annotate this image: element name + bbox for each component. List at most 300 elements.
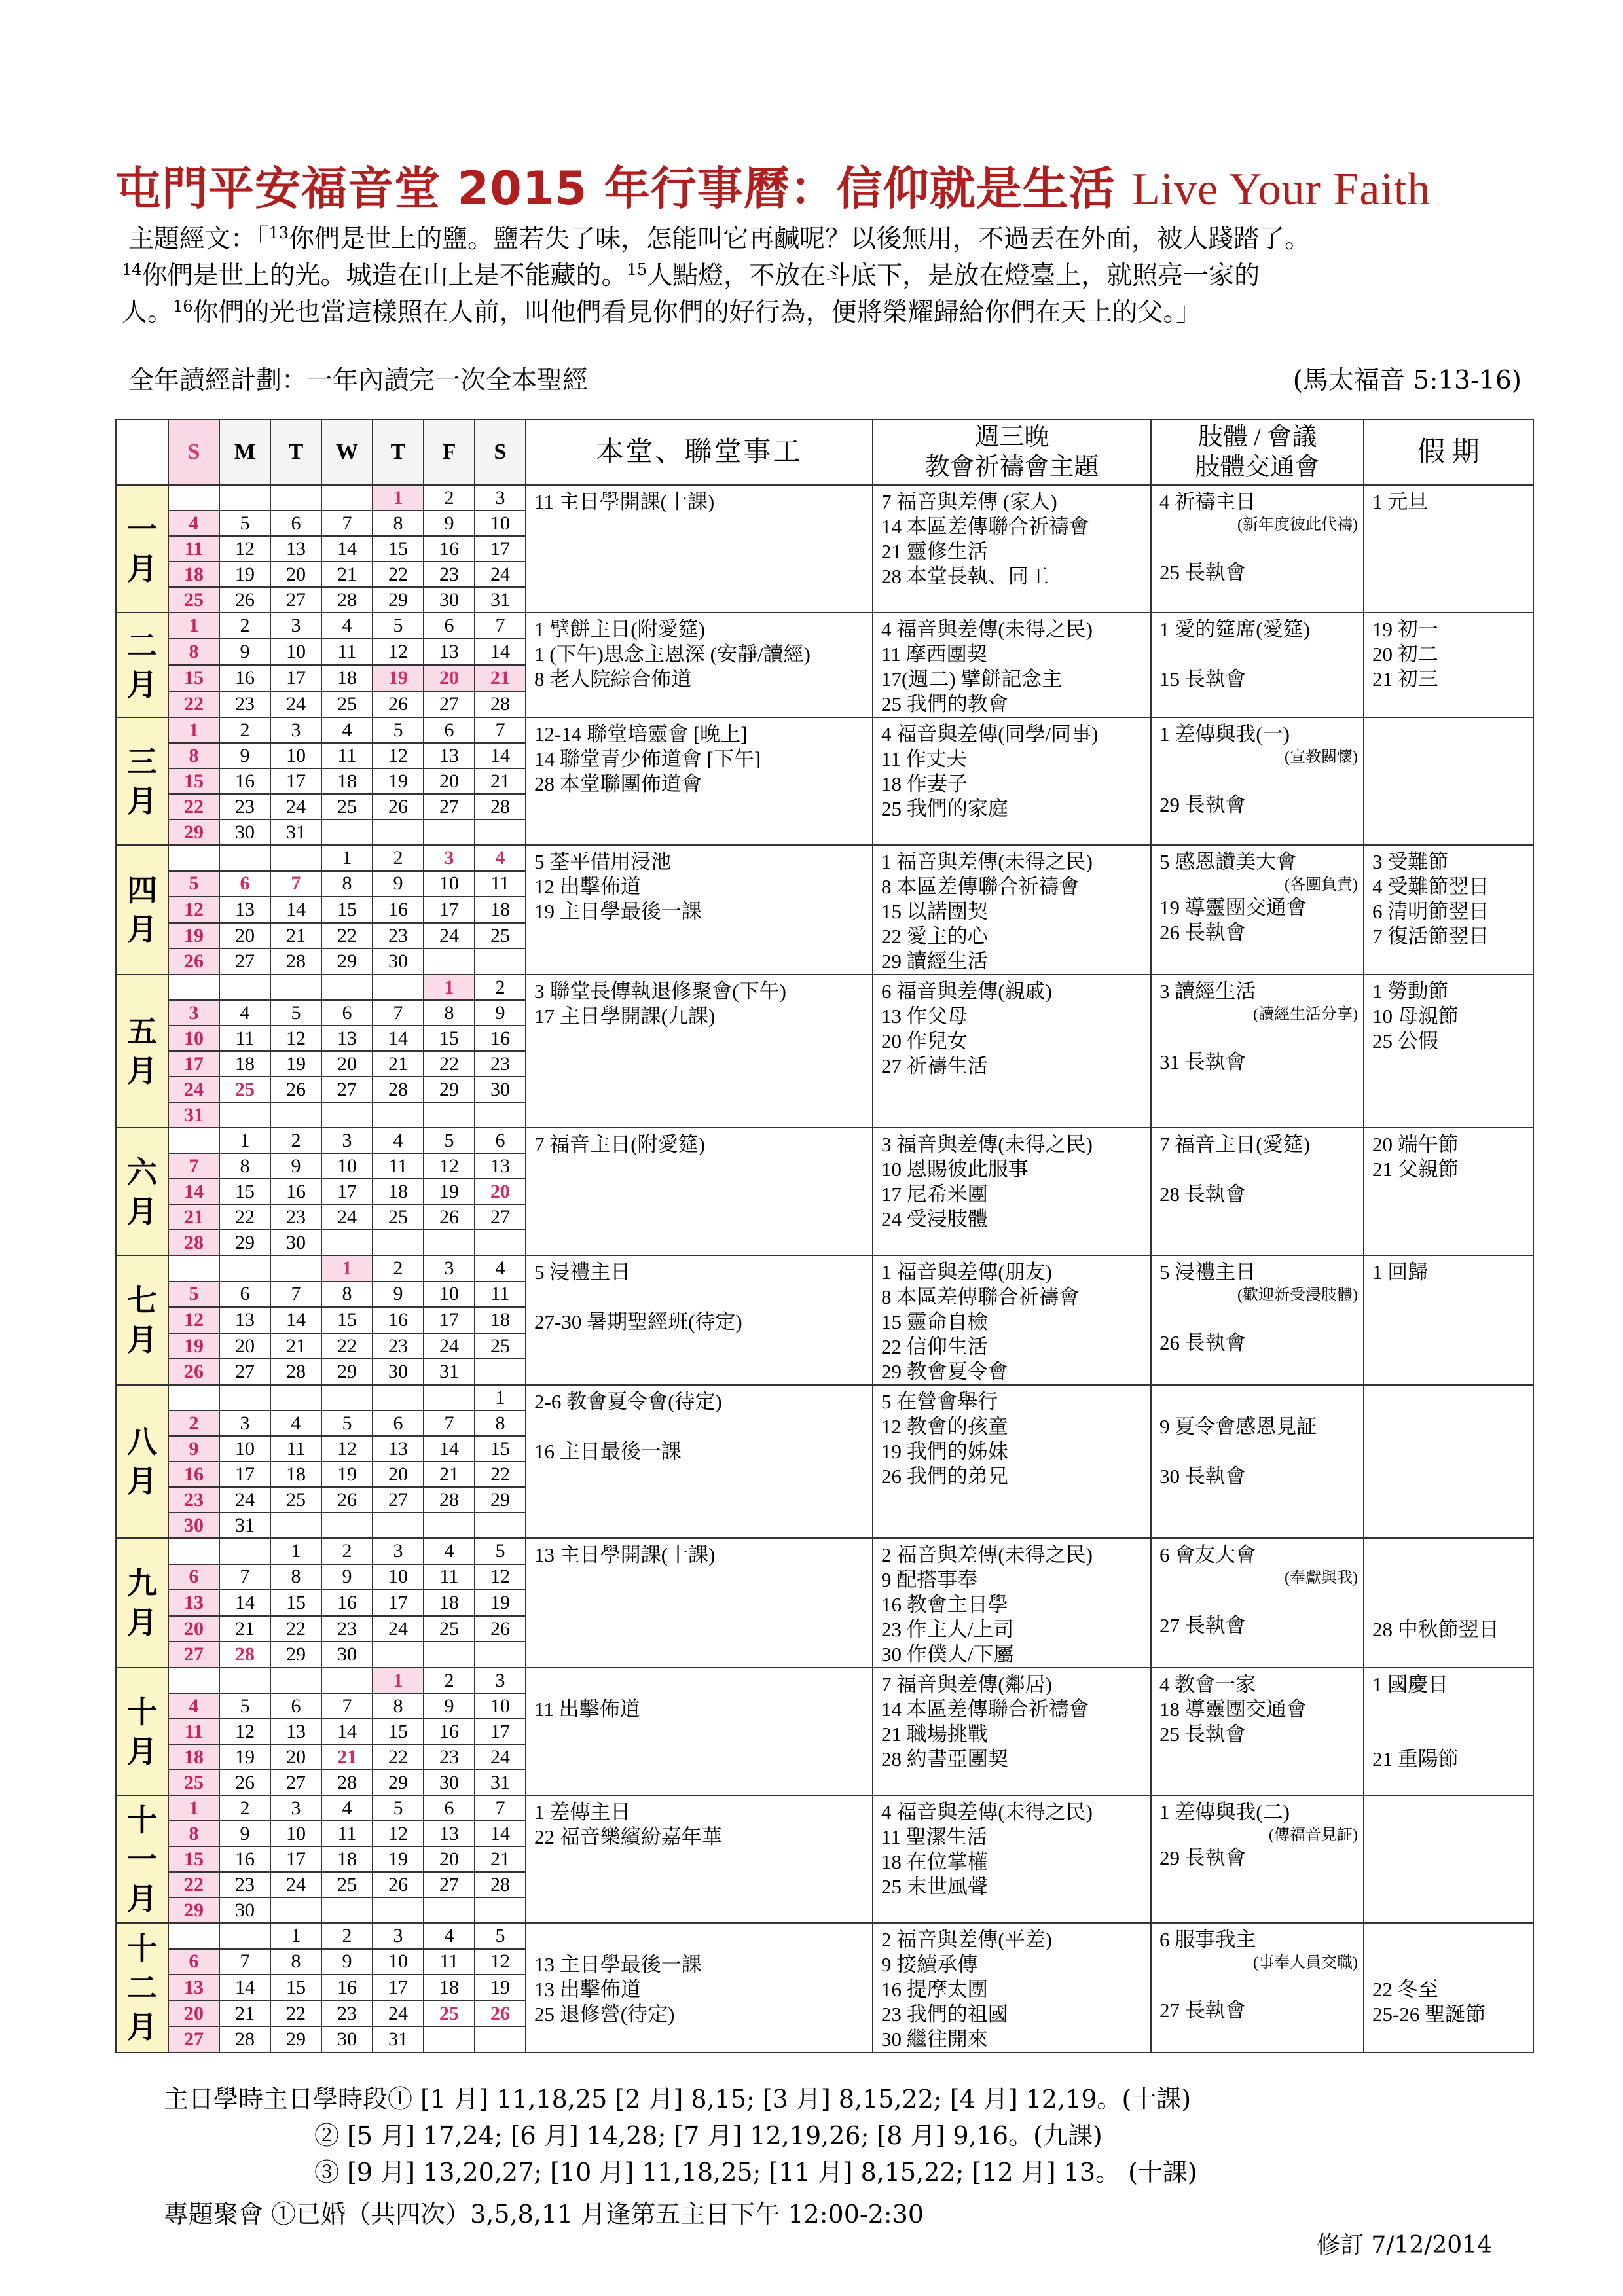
day-cell: 18: [373, 1179, 424, 1204]
body-item: (新年度彼此代禱): [1237, 516, 1358, 533]
day-cell: 26: [168, 1359, 219, 1385]
day-cell: 12: [373, 1821, 424, 1846]
church-item: 11 出擊佈道: [534, 1698, 640, 1721]
holiday-item: 20 初二: [1372, 643, 1438, 666]
body-item: 4 祈禱主日: [1159, 490, 1256, 513]
day-cell: 18: [270, 1462, 321, 1487]
day-cell: 26: [373, 1872, 424, 1897]
day-cell: 16: [424, 536, 475, 562]
day-cell: 27: [321, 1077, 373, 1102]
day-cell: 26: [373, 794, 424, 819]
day-cell: 12: [168, 1307, 219, 1333]
day-cell: 25: [373, 1204, 424, 1230]
body-item: 1 愛的筵席(愛筵): [1159, 618, 1310, 641]
day-cell: [475, 1641, 526, 1668]
day-cell: 29: [219, 1230, 270, 1255]
day-cell: 24: [475, 1744, 526, 1770]
prayer-cell: [873, 485, 1151, 613]
day-cell: [168, 1385, 219, 1410]
day-header-tue: T: [270, 420, 321, 485]
church-item: 28 本堂聯團佈道會: [534, 772, 702, 795]
holiday-cell: [1364, 1923, 1533, 2053]
day-cell: 30: [373, 1359, 424, 1385]
sunday-school-line-2: ② [5 月] 17,24; [6 月] 14,28; [7 月] 12,19,26; [8 月] 9,16。(九課): [314, 2121, 1103, 2150]
day-cell: 17: [270, 1846, 321, 1872]
body-cell: [1151, 1923, 1364, 2053]
church-cell: [526, 1385, 873, 1538]
day-cell: 15: [168, 1846, 219, 1872]
day-cell: [270, 1385, 321, 1410]
prayer-cell: [873, 1795, 1151, 1923]
day-cell: 9: [219, 639, 270, 665]
day-cell: 18: [475, 897, 526, 923]
prayer-item: 18 作妻子: [881, 772, 968, 795]
day-cell: [424, 1897, 475, 1923]
day-cell: 3: [424, 845, 475, 871]
prayer-item: 22 信仰生活: [881, 1335, 988, 1358]
body-item: 5 浸禮主日: [1159, 1261, 1256, 1283]
day-cell: 5: [424, 1128, 475, 1153]
day-cell: 17: [475, 536, 526, 562]
week-row: [116, 1923, 1533, 1949]
day-cell: 8: [219, 1153, 270, 1179]
revision-date: 修訂 7/12/2014: [1316, 2232, 1492, 2259]
day-cell: 2: [424, 485, 475, 511]
holiday-item: 25-26 聖誕節: [1372, 2003, 1486, 2026]
prayer-item: 21 職場挑戰: [881, 1723, 988, 1746]
week-row: [116, 1385, 1533, 1410]
day-cell: 11: [321, 743, 373, 768]
church-item: 11 主日學開課(十課): [534, 490, 715, 513]
day-cell: 23: [270, 1204, 321, 1230]
body-cell: [1151, 717, 1364, 845]
day-cell: 3: [270, 717, 321, 743]
header-row: [116, 420, 1533, 485]
prayer-item: 18 在位掌權: [881, 1850, 988, 1873]
prayer-item: 4 福音與差傳(未得之民): [881, 618, 1093, 641]
day-cell: 18: [424, 1590, 475, 1616]
prayer-item: 22 愛主的心: [881, 925, 988, 948]
day-cell: 27: [424, 1872, 475, 1897]
body-item: 6 會友大會: [1159, 1543, 1256, 1566]
prayer-item: 17(週二) 擘餅記念主: [881, 668, 1063, 691]
day-cell: 14: [373, 1026, 424, 1051]
body-item: 25 長執會: [1159, 561, 1246, 584]
day-cell: 14: [475, 1821, 526, 1846]
day-cell: 1: [475, 1385, 526, 1410]
day-cell: 19: [168, 1333, 219, 1359]
day-cell: 24: [424, 923, 475, 949]
day-cell: 2: [373, 1255, 424, 1282]
prayer-item: 4 福音與差傳(未得之民): [881, 1801, 1093, 1823]
day-cell: 7: [475, 613, 526, 639]
church-item: 12-14 聯堂培靈會 [晚上]: [534, 723, 748, 745]
day-cell: 30: [373, 948, 424, 975]
day-cell: 10: [475, 511, 526, 536]
day-cell: 4: [424, 1538, 475, 1564]
calendar-table: [115, 419, 1534, 2053]
day-cell: 21: [219, 1616, 270, 1642]
body-item: (事奉人員交職): [1253, 1954, 1358, 1971]
prayer-item: 21 靈修生活: [881, 540, 988, 563]
day-cell: 7: [475, 717, 526, 743]
day-cell: [475, 1897, 526, 1923]
day-cell: [219, 1538, 270, 1564]
day-cell: [424, 1230, 475, 1255]
day-cell: 29: [168, 819, 219, 845]
day-cell: 23: [219, 1872, 270, 1897]
day-cell: 27: [270, 587, 321, 613]
day-cell: 2: [424, 1668, 475, 1693]
day-cell: 3: [321, 1128, 373, 1153]
body-cell: [1151, 485, 1364, 613]
prayer-item: 28 本堂長執、同工: [881, 565, 1049, 588]
day-cell: 22: [424, 1051, 475, 1077]
day-cell: 10: [373, 1949, 424, 1975]
day-cell: 29: [270, 2026, 321, 2053]
holiday-cell: [1364, 975, 1533, 1128]
day-cell: 2: [219, 1795, 270, 1821]
holiday-item: [1372, 1928, 1527, 1952]
day-cell: 17: [373, 1590, 424, 1616]
day-cell: 5: [270, 1000, 321, 1026]
day-cell: 5: [373, 613, 424, 639]
day-cell: 4: [373, 1128, 424, 1153]
day-cell: 8: [475, 1410, 526, 1436]
day-cell: 16: [219, 1846, 270, 1872]
day-cell: 19: [321, 1462, 373, 1487]
day-cell: 1: [321, 1255, 373, 1282]
day-cell: 24: [270, 1872, 321, 1897]
prayer-item: 28 約書亞團契: [881, 1748, 1008, 1770]
day-cell: 12: [219, 536, 270, 562]
month-label: 六 月: [116, 1128, 168, 1255]
church-item: 8 老人院綜合佈道: [534, 668, 692, 691]
month-label: 二 月: [116, 613, 168, 717]
day-cell: 20: [270, 562, 321, 587]
prayer-item: 15 以諾團契: [881, 900, 988, 923]
day-cell: 10: [424, 871, 475, 897]
day-cell: 2: [475, 975, 526, 1000]
day-cell: 20: [424, 665, 475, 691]
holiday-cell: [1364, 1128, 1533, 1255]
prayer-item: 1 福音與差傳(未得之民): [881, 850, 1093, 873]
prayer-cell: [873, 613, 1151, 717]
day-cell: 24: [270, 691, 321, 717]
holiday-item: 19 初一: [1372, 618, 1438, 641]
day-cell: 6: [168, 1564, 219, 1590]
day-cell: [475, 2026, 526, 2053]
day-cell: 17: [424, 1307, 475, 1333]
day-cell: 29: [321, 1359, 373, 1385]
church-item: [534, 1928, 867, 1952]
day-cell: 17: [424, 897, 475, 923]
church-cell: [526, 1538, 873, 1668]
day-cell: 15: [321, 1307, 373, 1333]
day-cell: 7: [168, 1153, 219, 1179]
day-cell: 28: [321, 1770, 373, 1795]
day-cell: 10: [270, 1821, 321, 1846]
church-item: 12 出擊佈道: [534, 875, 641, 898]
day-cell: 15: [168, 768, 219, 794]
day-cell: [321, 1385, 373, 1410]
day-cell: 1: [219, 1128, 270, 1153]
day-cell: 28: [475, 1872, 526, 1897]
holiday-cell: [1364, 613, 1533, 717]
day-cell: 25: [168, 587, 219, 613]
day-cell: 16: [321, 1590, 373, 1616]
day-cell: [424, 1385, 475, 1410]
body-item: (各團負責): [1285, 876, 1358, 893]
day-cell: 16: [219, 665, 270, 691]
day-cell: 13: [373, 1436, 424, 1462]
prayer-header: 週三晚 教會祈禱會主題: [873, 420, 1151, 485]
day-cell: [475, 1359, 526, 1385]
day-cell: 14: [321, 1719, 373, 1744]
day-cell: 5: [168, 871, 219, 897]
day-cell: 18: [321, 1846, 373, 1872]
day-cell: [321, 975, 373, 1000]
church-item: 5 浸禮主日: [534, 1261, 631, 1283]
week-row: [116, 1538, 1533, 1564]
day-cell: 7: [424, 1410, 475, 1436]
day-cell: 14: [270, 897, 321, 923]
holiday-item: 4 受難節翌日: [1372, 875, 1489, 898]
holiday-item: 1 元旦: [1372, 490, 1429, 513]
day-cell: 7: [270, 871, 321, 897]
body-item: 27 長執會: [1159, 1614, 1246, 1637]
sunday-school-line-1: 主日學時主日學時段① [1 月] 11,18,25 [2 月] 8,15; [3 月] 8,15,22; [4 月] 12,19。(十課): [164, 2085, 1192, 2113]
day-cell: 4: [321, 1795, 373, 1821]
prayer-item: 12 教會的孩童: [881, 1415, 1008, 1438]
day-cell: 10: [475, 1693, 526, 1719]
body-cell: [1151, 1255, 1364, 1385]
prayer-item: 5 在營會舉行: [881, 1390, 998, 1413]
day-cell: 28: [270, 1359, 321, 1385]
day-cell: 11: [424, 1564, 475, 1590]
holiday-item: 25 公假: [1372, 1030, 1438, 1052]
day-cell: 12: [219, 1719, 270, 1744]
day-cell: 21: [321, 1744, 373, 1770]
day-cell: 5: [168, 1282, 219, 1308]
day-cell: 1: [270, 1538, 321, 1564]
day-cell: 3: [373, 1923, 424, 1949]
holiday-item: 7 復活節翌日: [1372, 925, 1489, 948]
day-cell: 30: [321, 1641, 373, 1668]
body-item: 25 長執會: [1159, 1723, 1246, 1746]
prayer-item: 25 我們的家庭: [881, 797, 1008, 820]
body-item: [1159, 1439, 1358, 1464]
day-cell: 30: [424, 587, 475, 613]
day-cell: 1: [321, 845, 373, 871]
day-cell: [424, 1513, 475, 1538]
day-cell: [321, 1230, 373, 1255]
day-cell: 21: [475, 665, 526, 691]
day-cell: 28: [321, 587, 373, 613]
holiday-item: 21 重陽節: [1372, 1748, 1459, 1770]
day-cell: 30: [321, 2026, 373, 2053]
holiday-cell: [1364, 1255, 1533, 1385]
day-cell: 9: [168, 1436, 219, 1462]
body-item: 27 長執會: [1159, 1999, 1246, 2022]
day-cell: [270, 1102, 321, 1128]
day-cell: 16: [270, 1179, 321, 1204]
day-cell: 9: [373, 1282, 424, 1308]
day-cell: 13: [424, 1821, 475, 1846]
week-row: [116, 845, 1533, 871]
day-cell: 23: [373, 1333, 424, 1359]
day-cell: 11: [475, 1282, 526, 1308]
holiday-item: [1372, 1592, 1527, 1617]
day-cell: [373, 1102, 424, 1128]
day-cell: 9: [373, 871, 424, 897]
day-cell: [373, 975, 424, 1000]
page-title: 屯門平安福音堂 2015 年行事曆：信仰就是生活 Live Your Faith: [115, 162, 1431, 215]
day-cell: 26: [475, 2001, 526, 2027]
day-cell: 6: [270, 511, 321, 536]
day-cell: 4: [321, 717, 373, 743]
day-cell: 6: [424, 717, 475, 743]
day-cell: 22: [373, 562, 424, 587]
body-item: [1159, 1390, 1358, 1414]
day-cell: [475, 1513, 526, 1538]
day-cell: 21: [475, 768, 526, 794]
day-cell: 15: [373, 536, 424, 562]
body-cell: [1151, 613, 1364, 717]
day-cell: [321, 819, 373, 845]
day-cell: [373, 1897, 424, 1923]
day-header-sat: S: [475, 420, 526, 485]
day-cell: 23: [219, 794, 270, 819]
day-cell: 30: [270, 1230, 321, 1255]
day-cell: 4: [219, 1000, 270, 1026]
week-row: [116, 485, 1533, 511]
day-cell: [168, 1128, 219, 1153]
day-cell: 17: [475, 1719, 526, 1744]
day-cell: 20: [270, 1744, 321, 1770]
body-item: [1159, 1025, 1358, 1050]
holiday-header: 假 期: [1364, 420, 1533, 485]
day-cell: 11: [219, 1026, 270, 1051]
body-item: [1159, 1973, 1358, 1998]
prayer-item: 2 福音與差傳(平差): [881, 1928, 1052, 1951]
prayer-cell: [873, 1668, 1151, 1795]
day-cell: 24: [373, 1616, 424, 1642]
church-item: [534, 1414, 867, 1439]
prayer-cell: [873, 717, 1151, 845]
prayer-item: 6 福音與差傳(親戚): [881, 980, 1052, 1003]
day-cell: [219, 485, 270, 511]
day-cell: 7: [219, 1949, 270, 1975]
day-cell: 19: [373, 1846, 424, 1872]
day-cell: 11: [270, 1436, 321, 1462]
day-cell: 29: [321, 948, 373, 975]
day-cell: 22: [219, 1204, 270, 1230]
day-cell: 19: [219, 562, 270, 587]
day-cell: 18: [219, 1051, 270, 1077]
day-cell: [270, 845, 321, 871]
day-cell: 5: [475, 1538, 526, 1564]
day-cell: 21: [270, 923, 321, 949]
day-cell: [424, 1102, 475, 1128]
body-item: [1159, 768, 1358, 793]
holiday-cell: [1364, 1795, 1533, 1923]
day-cell: 20: [168, 2001, 219, 2027]
day-cell: 10: [219, 1436, 270, 1462]
day-cell: 10: [270, 743, 321, 768]
day-cell: 12: [475, 1949, 526, 1975]
day-cell: 6: [219, 1282, 270, 1308]
prayer-cell: [873, 1385, 1151, 1538]
day-cell: 11: [168, 536, 219, 562]
day-cell: 19: [373, 665, 424, 691]
body-item: [1159, 1157, 1358, 1182]
day-cell: 30: [219, 1897, 270, 1923]
day-cell: 28: [424, 1487, 475, 1513]
prayer-item: 24 受浸肢體: [881, 1208, 988, 1230]
day-cell: 25: [424, 2001, 475, 2027]
church-item: 7 福音主日(附愛筵): [534, 1133, 705, 1156]
day-cell: 5: [373, 717, 424, 743]
week-row: [116, 1668, 1533, 1693]
day-cell: 3: [168, 1000, 219, 1026]
day-cell: 20: [219, 1333, 270, 1359]
day-cell: 8: [270, 1949, 321, 1975]
church-item: 16 主日最後一課: [534, 1440, 682, 1463]
day-cell: 14: [475, 639, 526, 665]
day-cell: 8: [373, 511, 424, 536]
day-cell: 27: [168, 2026, 219, 2053]
body-item: [1159, 1306, 1358, 1331]
day-cell: 17: [270, 665, 321, 691]
day-cell: 26: [219, 1770, 270, 1795]
holiday-item: 6 清明節翌日: [1372, 900, 1489, 923]
holiday-cell: [1364, 1538, 1533, 1668]
month-label: 三 月: [116, 717, 168, 845]
prayer-item: 25 末世風聲: [881, 1875, 988, 1898]
day-cell: 6: [219, 871, 270, 897]
prayer-item: 29 教會夏令會: [881, 1360, 1008, 1383]
day-cell: [168, 1255, 219, 1282]
holiday-item: 22 冬至: [1372, 1978, 1438, 2001]
prayer-item: 23 我們的祖國: [881, 2003, 1008, 2026]
day-cell: 13: [219, 1307, 270, 1333]
day-cell: 23: [321, 1616, 373, 1642]
holiday-item: 1 國慶日: [1372, 1673, 1449, 1696]
day-cell: 26: [168, 948, 219, 975]
church-cell: [526, 613, 873, 717]
body-cell: [1151, 845, 1364, 975]
prayer-item: 20 作兒女: [881, 1030, 968, 1052]
holiday-item: [1372, 1568, 1527, 1592]
day-cell: 25: [168, 1770, 219, 1795]
day-cell: 22: [270, 1616, 321, 1642]
day-cell: 9: [321, 1949, 373, 1975]
month-label: 四 月: [116, 845, 168, 975]
day-cell: 7: [475, 1795, 526, 1821]
holiday-item: 28 中秋節翌日: [1372, 1618, 1499, 1641]
day-cell: 10: [373, 1564, 424, 1590]
day-cell: 1: [424, 975, 475, 1000]
day-cell: 15: [219, 1179, 270, 1204]
day-cell: 21: [475, 1846, 526, 1872]
day-cell: 25: [475, 1333, 526, 1359]
week-row: [116, 1128, 1533, 1153]
day-cell: 23: [168, 1487, 219, 1513]
day-cell: 4: [424, 1923, 475, 1949]
day-cell: 16: [373, 897, 424, 923]
day-cell: 23: [219, 691, 270, 717]
